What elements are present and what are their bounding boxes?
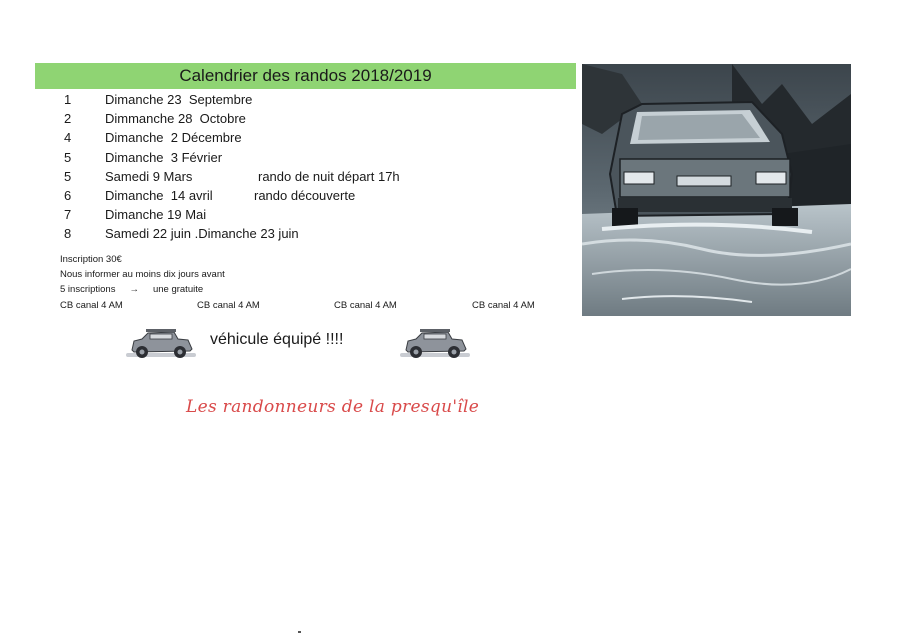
title-banner (35, 63, 576, 89)
event-row (60, 205, 580, 224)
page-mark (298, 631, 301, 633)
event-note: rando de nuit départ 17h (258, 168, 400, 184)
event-date: Dimanche 19 Mai (105, 207, 207, 223)
event-number: 5 (64, 149, 72, 165)
event-row (60, 186, 580, 205)
club-name: Les randonneurs de la presqu'île (186, 397, 480, 417)
inscription-price: Inscription 30€ (60, 254, 122, 265)
promo-left: 5 inscriptions (60, 284, 116, 295)
event-number: 2 (64, 111, 72, 127)
event-number: 5 (64, 168, 72, 184)
event-row (60, 148, 580, 167)
event-row (60, 90, 580, 109)
jeep-icon (398, 327, 472, 361)
event-date: Dimmanche 28 Octobre (105, 111, 246, 127)
jeep-icon (124, 327, 198, 361)
arrow-right-icon: → (129, 284, 139, 295)
event-row (60, 224, 580, 243)
event-row (60, 109, 580, 128)
event-number: 4 (64, 130, 72, 146)
radio-channel: CB canal 4 AM (472, 300, 535, 311)
equipment-text: véhicule équipé !!!! (210, 331, 344, 348)
radio-channel: CB canal 4 AM (334, 300, 397, 311)
page-title: Calendrier des randos 2018/2019 (179, 66, 432, 85)
event-note: rando découverte (254, 187, 356, 203)
event-row (60, 128, 580, 147)
event-row (60, 167, 580, 186)
event-number: 6 (64, 187, 72, 203)
event-date: Dimanche 14 avril (105, 187, 213, 203)
event-number: 1 (64, 92, 72, 107)
event-date: Samedi 22 juin .Dimanche 23 juin (105, 226, 299, 242)
event-number: 7 (64, 207, 72, 223)
event-date: Dimanche 3 Février (105, 149, 223, 165)
radio-channel: CB canal 4 AM (197, 300, 260, 311)
promo-line (60, 284, 203, 296)
event-date: Dimanche 23 Septembre (105, 92, 253, 107)
radio-channel: CB canal 4 AM (60, 300, 123, 311)
notice-text: Nous informer au moins dix jours avant (60, 269, 225, 280)
offroad-car-photo (582, 64, 851, 316)
promo-right: une gratuite (152, 284, 204, 295)
event-number: 8 (64, 226, 72, 242)
event-list (60, 90, 580, 244)
event-date: Dimanche 2 Décembre (105, 130, 242, 146)
event-date: Samedi 9 Mars (105, 168, 193, 184)
